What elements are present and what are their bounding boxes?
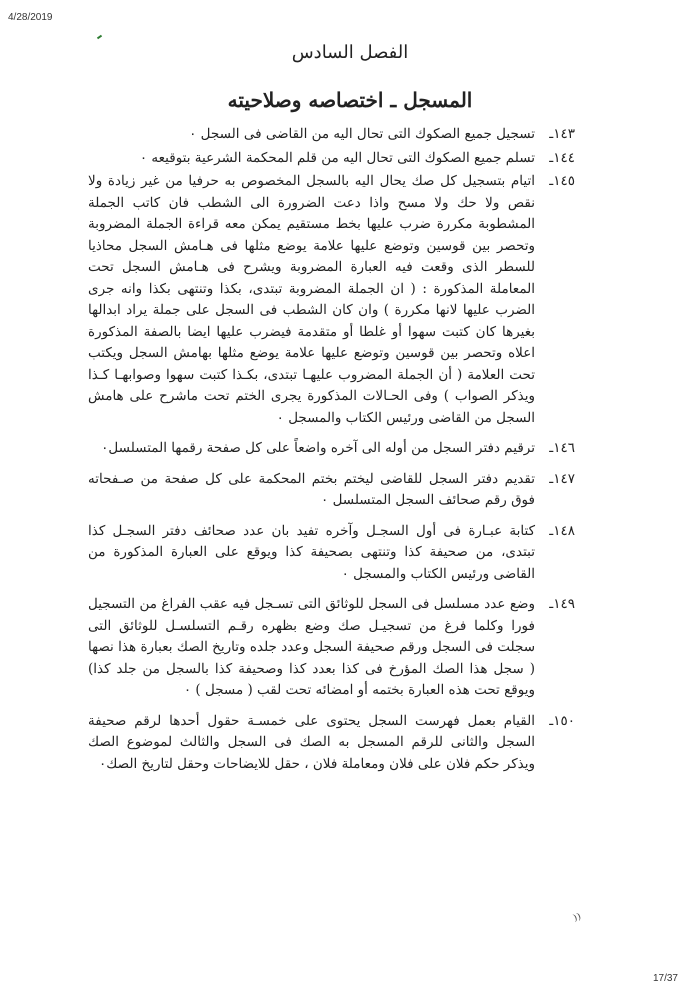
print-date: 4/28/2019 [8, 12, 53, 23]
article-text: تقديم دفتر السجل للقاضى ليختم بختم المحكمة على كل صفحة من صـفحاته فوق رقم صحائف السجل المتسلسل ٠ [88, 470, 535, 508]
article-item [88, 171, 575, 429]
article-item [88, 148, 575, 170]
article-number: ١٤٩ـ [549, 596, 575, 612]
chapter-title: الفصل السادس [291, 42, 409, 63]
article-number: ١٤٧ـ [549, 470, 575, 487]
scan-mark [97, 35, 102, 40]
article-number: ١٤٨ـ [549, 522, 575, 539]
section-title: المسجل ـ اختصاصه وصلاحيته [227, 88, 473, 112]
article-text: اتيام بتسجيل كل صك يحال اليه بالسجل المخصوص به حرفيا من غير زيادة ولا نقص ولا حك ولا مسح واذا دعت الضرورة الى الشطب فان كاتب الجملة المشطوبة مكررة ضرب عليها بخط مستقيم يمكن معه قراءة الجملة المضروبة وتحصر بين قوسين وتوضع عليها علامة يوضع مثلها فى هـامش السجل محاذيا للسطر الذى وقعت فيه العبارة المضروبة ويشرح فى هـامش السجل تحت المعاملة المذكورة : ( ان الجملة المضروبة تبتدى، بكذا وتنتهى بكذا وانه جرى الضرب عليها لانها مكررة ) وان كان الشطب فى السجل على جملة يراد ابدالها بغيرها كان كتبت سهوا أو غلطا أو متقدمة فيضرب عليها ايضا بالصفة المذكورة اعلاه وتحصر بين قوسين وتوضع عليها علامة يوضع مثلها بهامش السجل ويكتب تحت العلامة ( أن الجملة المضروب عليهـا تبتدى، بكـذا كتبت سهوا وصوابهـا كـذا ويذكر الصواب ) وفى الحـالات المذكورة يجرى الختم تحت ماشرح على هامش السجل من القاضى ورئيس الكتاب والمسجل ٠ [88, 173, 535, 426]
article-number: ١٤٦ـ [549, 440, 575, 456]
article-text: ترقيم دفتر السجل من أوله الى آخره واضعاً على كل صفحة رقمها المتسلسل٠ [101, 440, 535, 456]
article-number: ١٤٤ـ [549, 149, 575, 166]
article-number: ١٤٣ـ [549, 126, 575, 142]
article-text: القيام بعمل فهرست السجل يحتوى على خمسـة حقول أحدها لرقم صحيفة السجل والثانى للرقم المسجل به الصك فى السجل والثالث لموضوع الصك ويذكر حكم فلان على فلان ومعاملة فلان ، حقل للايضاحات وحقل لتاريخ الصك٠ [88, 712, 535, 772]
article-item [88, 521, 575, 586]
article-item [88, 711, 575, 776]
article-text: تسلم جميع الصكوك التى تحال اليه من قلم المحكمة الشرعية بتوقيعه ٠ [139, 149, 535, 166]
article-text: وضع عدد مسلسل فى السجل للوثائق التى تسـجل فيه عقب الفراغ من التسجيل فورا وكلما فرغ من تسجيـل صك وضع بظهره رقـم التسلسـل للوثائق التى سجلت فى السجل ورقم صحيفة السجل وعدد جلده وتاريخ الصك بعبارة هذا نصها ( سجل هذا الصك المؤرخ فى كذا بعدد كذا وصحيفة كذا بالسجل من جلد كذا) ويوقع تحت هذه العبارة بختمه أو امضائه تحت لقب ( مسجل ) ٠ [88, 596, 535, 698]
article-item [88, 124, 575, 146]
corner-mark: ⁾⁾ [570, 909, 585, 930]
article-item [88, 594, 575, 702]
article-text: تسجيل جميع الصكوك التى تحال اليه من القاضى فى السجل ٠ [189, 126, 535, 142]
article-number: ١٤٥ـ [549, 173, 575, 189]
article-item [88, 469, 575, 512]
article-text: كتابة عبـارة فى أول السجـل وآخره تفيد بان عدد صحائف دفتر السجـل كذا تبتدى، من صحيفة كذا وتنتهى بصحيفة كذا ويوقع على العبارة المذكورة من القاضى ورئيس الكتاب والمسجل ٠ [88, 522, 535, 582]
article-item [88, 438, 575, 460]
page-number: 17/37 [652, 973, 678, 984]
article-list [88, 124, 575, 775]
article-number: ١٥٠ـ [549, 712, 575, 729]
